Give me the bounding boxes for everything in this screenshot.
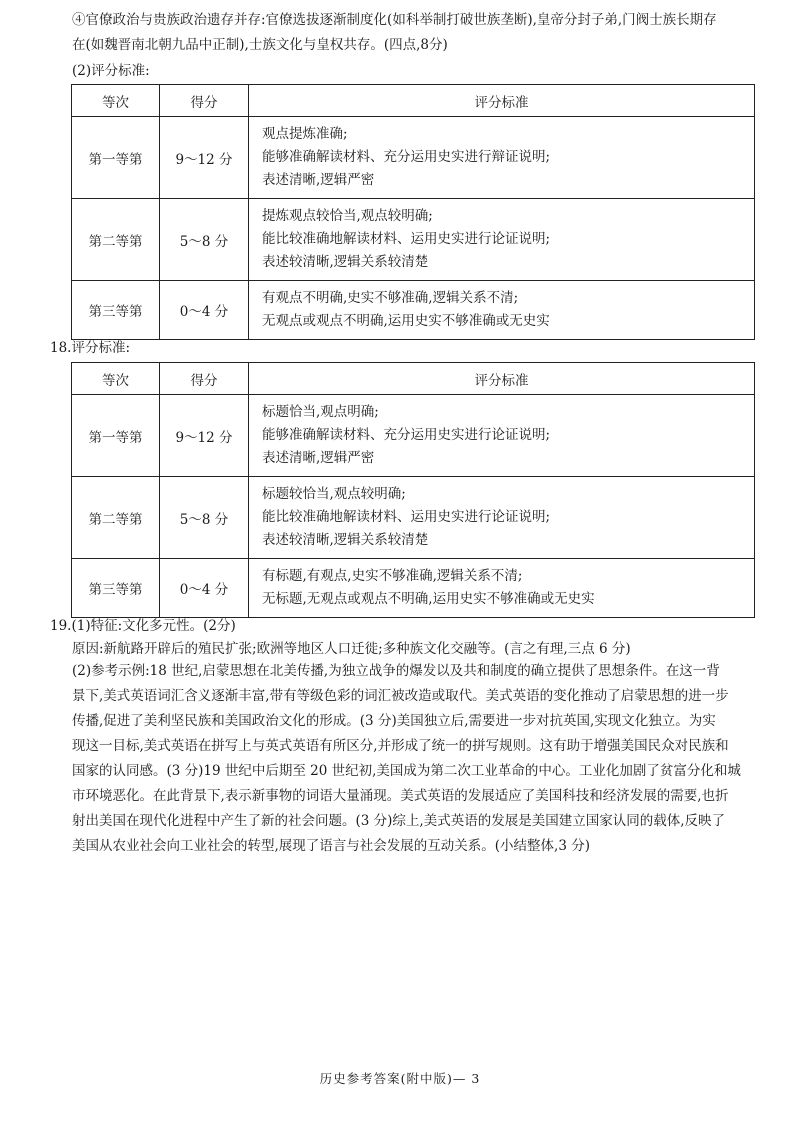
criteria-line: 能够准确解读材料、充分运用史实进行论证说明;: [262, 427, 551, 443]
table-row: [72, 117, 755, 199]
score-cell: 0～4 分: [160, 281, 249, 340]
paragraph-line: 美国从农业社会向工业社会的转型,展现了语言与社会发展的互动关系。(小结整体,3 分): [72, 838, 590, 854]
criteria-line: 表述清晰,逻辑严密: [262, 172, 375, 188]
table-row: [72, 477, 755, 559]
criteria-cell: [249, 477, 755, 559]
paragraph-line: 国家的认同感。(3 分)19 世纪中后期至 20 世纪初,美国成为第二次工业革命的中心。工业化加剧了贫富分化和城: [72, 763, 741, 779]
paragraph-line: 景下,美式英语词汇含义逐渐丰富,带有等级色彩的词汇被改造或取代。美式英语的变化推动了启蒙思想的进一步: [72, 688, 729, 704]
score-cell: 0～4 分: [160, 559, 249, 618]
criteria-cell: [249, 559, 755, 618]
score-cell: 5～8 分: [160, 477, 249, 559]
item19-part2-paragraph: [72, 659, 756, 859]
criteria-line: 表述较清晰,逻辑关系较清楚: [262, 254, 429, 270]
paragraph-line: 传播,促进了美利坚民族和美国政治文化的形成。(3 分)美国独立后,需要进一步对抗英国,实现文化独立。为实: [72, 713, 716, 729]
table-header-row: [72, 363, 755, 395]
criteria-line: 有观点不明确,史实不够准确,逻辑关系不清;: [262, 290, 519, 306]
score-cell: 9～12 分: [160, 117, 249, 199]
paragraph-line: 射出美国在现代化进程中产生了新的社会问题。(3 分)综上,美式英语的发展是美国建立国家认同的载体,反映了: [72, 813, 725, 829]
criteria-line: 无观点或观点不明确,运用史实不够准确或无史实: [262, 313, 550, 329]
criteria-line: 标题较恰当,观点较明确;: [262, 486, 406, 502]
page-footer: 历史参考答案(附中版)— 3: [319, 1071, 481, 1086]
criteria-cell: [249, 395, 755, 477]
criteria-line: 能比较准确地解读材料、运用史实进行论证说明;: [262, 231, 551, 247]
score-cell: 9～12 分: [160, 395, 249, 477]
score-cell: 5～8 分: [160, 199, 249, 281]
paragraph-line: (2)参考示例:18 世纪,启蒙思想在北美传播,为独立战争的爆发以及共和制度的确立提供了思想条件。在这一背: [72, 663, 720, 679]
item19-part1: 19.(1)特征:文化多元性。(2分): [50, 618, 236, 634]
criteria-line: 能比较准确地解读材料、运用史实进行论证说明;: [262, 509, 551, 525]
item17-part2-label: (2)评分标准:: [72, 63, 150, 79]
grade-cell: 第三等第: [72, 281, 160, 340]
item18-label: 18.评分标准:: [50, 340, 131, 356]
header-score: 得分: [160, 363, 249, 395]
item19-reason: 原因:新航路开辟后的殖民扩张;欧洲等地区人口迁徙;多种族文化交融等。(言之有理,三点 6 分): [72, 641, 631, 657]
table-header-row: [72, 85, 755, 117]
item17-point4-line1: ④官僚政治与贵族政治遗存并存:官僚选拔逐渐制度化(如科举制打破世族垄断),皇帝分封子弟,门阀士族长期存: [72, 12, 717, 28]
criteria-cell: [249, 281, 755, 340]
header-grade: 等次: [72, 85, 160, 117]
grade-cell: 第二等第: [72, 477, 160, 559]
header-grade: 等次: [72, 363, 160, 395]
item17-point4-line2: 在(如魏晋南北朝九品中正制),士族文化与皇权共存。(四点,8分): [72, 37, 448, 53]
paragraph-line: 市环境恶化。在此背景下,表示新事物的词语大量涌现。美式英语的发展适应了美国科技和经济发展的需要,也折: [72, 788, 729, 804]
criteria-line: 表述较清晰,逻辑关系较清楚: [262, 532, 429, 548]
header-criteria: 评分标准: [249, 363, 755, 395]
scoring-table-17: [71, 84, 755, 340]
criteria-cell: [249, 117, 755, 199]
grade-cell: 第一等第: [72, 117, 160, 199]
grade-cell: 第三等第: [72, 559, 160, 618]
scoring-table-18: [71, 362, 755, 618]
criteria-line: 有标题,有观点,史实不够准确,逻辑关系不清;: [262, 568, 523, 584]
criteria-line: 无标题,无观点或观点不明确,运用史实不够准确或无史实: [262, 591, 595, 607]
criteria-line: 观点提炼准确;: [262, 126, 348, 142]
criteria-line: 标题恰当,观点明确;: [262, 404, 379, 420]
criteria-line: 表述清晰,逻辑严密: [262, 450, 375, 466]
header-score: 得分: [160, 85, 249, 117]
table-row: [72, 199, 755, 281]
grade-cell: 第二等第: [72, 199, 160, 281]
header-criteria: 评分标准: [249, 85, 755, 117]
table-row: [72, 395, 755, 477]
grade-cell: 第一等第: [72, 395, 160, 477]
paragraph-line: 现这一目标,美式英语在拼写上与英式英语有所区分,并形成了统一的拼写规则。这有助于增强美国民众对民族和: [72, 738, 729, 754]
table-row: [72, 559, 755, 618]
criteria-line: 提炼观点较恰当,观点较明确;: [262, 208, 433, 224]
criteria-cell: [249, 199, 755, 281]
table-row: [72, 281, 755, 340]
criteria-line: 能够准确解读材料、充分运用史实进行辩证说明;: [262, 149, 551, 165]
